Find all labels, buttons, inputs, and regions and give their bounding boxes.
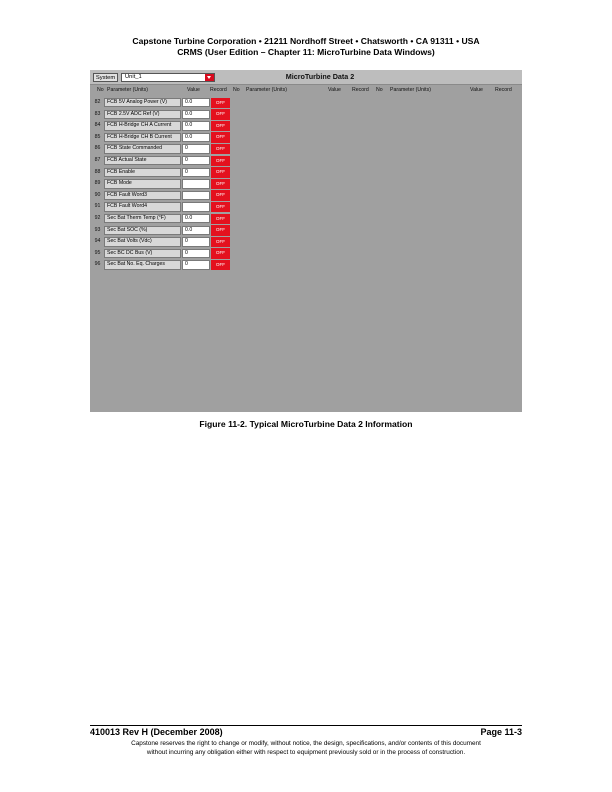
row-number: 83 [94, 110, 101, 117]
value-field: 0.0 [182, 110, 210, 119]
value-field [182, 202, 210, 211]
parameter-label: FCB Fault Word4 [104, 202, 181, 211]
value-field: 0 [182, 168, 210, 177]
page-header [0, 36, 612, 58]
row-number: 94 [94, 238, 101, 245]
record-toggle-button[interactable]: OFF [211, 144, 230, 155]
record-toggle-button[interactable]: OFF [211, 237, 230, 248]
page-number: Page 11-3 [480, 727, 522, 737]
figure-caption: Figure 11-2. Typical MicroTurbine Data 2 Information [199, 419, 413, 429]
value-field: 0.0 [182, 98, 210, 107]
parameter-label: FCB 5V Analog Power (V) [104, 98, 181, 107]
table-row [90, 178, 522, 190]
window-toolbar [90, 70, 522, 85]
parameter-label: FCB Mode [104, 179, 181, 188]
parameter-label: FCB Actual State [104, 156, 181, 165]
record-toggle-button[interactable]: OFF [211, 156, 230, 167]
header-chapter-line: CRMS (User Edition – Chapter 11: MicroTurbine Data Windows) [177, 47, 435, 57]
col-header-value-1: Value [187, 87, 200, 93]
parameter-label: FCB 2.5V ADC Ref (V) [104, 110, 181, 119]
table-row [90, 248, 522, 260]
unit-select[interactable] [121, 73, 215, 82]
row-number: 85 [94, 133, 101, 140]
value-field: 0 [182, 156, 210, 165]
record-toggle-button[interactable]: OFF [211, 121, 230, 132]
parameter-label: Sec Bat Volts (Vdc) [104, 237, 181, 246]
value-field: 0 [182, 237, 210, 246]
col-header-param-3: Parameter (Units) [390, 87, 431, 93]
microturbine-data-2-window [90, 70, 522, 412]
value-field: 0.0 [182, 133, 210, 142]
col-header-param-2: Parameter (Units) [246, 87, 287, 93]
parameter-label: FCB Enable [104, 168, 181, 177]
table-row [90, 167, 522, 179]
col-header-no-3: No [376, 87, 383, 93]
value-field [182, 191, 210, 200]
table-row [90, 155, 522, 167]
parameter-label: Sec Bat No. Eq. Charges [104, 260, 181, 269]
document-revision: 410013 Rev H (December 2008) [90, 727, 223, 737]
row-number: 92 [94, 215, 101, 221]
table-row [90, 97, 522, 109]
parameter-label: Sec Bat SOC (%) [104, 226, 181, 235]
row-number: 95 [94, 249, 101, 256]
value-field: 0 [182, 260, 210, 269]
footer-divider [90, 725, 522, 726]
record-toggle-button[interactable]: OFF [211, 260, 230, 271]
record-toggle-button[interactable]: OFF [211, 109, 230, 120]
row-number: 96 [94, 261, 101, 268]
value-field: 0.0 [182, 121, 210, 130]
value-field: 0 [182, 249, 210, 258]
table-row [90, 190, 522, 202]
row-number: 89 [94, 180, 101, 187]
row-number: 87 [94, 157, 101, 163]
parameter-label: Sec Bat Therm Temp (°F) [104, 214, 181, 223]
record-toggle-button[interactable]: OFF [211, 214, 230, 225]
record-toggle-button[interactable]: OFF [211, 225, 230, 236]
row-number: 90 [94, 191, 101, 198]
table-row [90, 132, 522, 144]
col-header-record-1: Record [210, 87, 227, 93]
value-field: 0.0 [182, 226, 210, 235]
row-number: 82 [94, 99, 101, 105]
parameter-label: FCB State Commanded [104, 144, 181, 153]
row-number: 84 [94, 122, 101, 129]
record-toggle-button[interactable]: OFF [211, 190, 230, 201]
col-header-record-3: Record [495, 87, 512, 93]
footer-disclaimer [0, 739, 612, 757]
parameter-label: Sec BC DC Bus (V) [104, 249, 181, 258]
record-toggle-button[interactable]: OFF [211, 132, 230, 143]
table-row [90, 143, 522, 155]
header-company-line: Capstone Turbine Corporation • 21211 Nordhoff Street • Chatsworth • CA 91311 • USA [132, 36, 480, 46]
col-header-param-1: Parameter (Units) [107, 87, 148, 93]
table-row [90, 201, 522, 213]
disclaimer-line-1: Capstone reserves the right to change or modify, without notice, the design, specifications, and/or contents of this document [131, 740, 481, 747]
value-field [182, 179, 210, 188]
row-number: 91 [94, 203, 101, 210]
dropdown-arrow-icon[interactable] [205, 74, 214, 81]
table-row [90, 109, 522, 121]
value-field: 0.0 [182, 214, 210, 223]
parameter-label: FCB H-Bridge CH B Current [104, 133, 181, 142]
table-row [90, 225, 522, 237]
col-header-value-2: Value [328, 87, 341, 93]
col-header-no-1: No [97, 87, 104, 93]
table-row [90, 213, 522, 225]
system-button[interactable]: System [93, 73, 118, 82]
record-toggle-button[interactable]: OFF [211, 248, 230, 259]
disclaimer-line-2: without incurring any obligation either with respect to equipment previously sold or in the process of construction. [146, 749, 466, 756]
record-toggle-button[interactable]: OFF [211, 202, 230, 213]
parameter-label: FCB Fault Word3 [104, 191, 181, 200]
value-field: 0 [182, 144, 210, 153]
window-title: MicroTurbine Data 2 [285, 72, 355, 81]
row-number: 88 [94, 168, 101, 175]
record-toggle-button[interactable]: OFF [211, 179, 230, 190]
record-toggle-button[interactable]: OFF [211, 98, 230, 109]
col-header-value-3: Value [470, 87, 483, 93]
table-row [90, 120, 522, 132]
parameter-label: FCB H-Bridge CH A Current [104, 121, 181, 130]
row-number: 93 [94, 226, 101, 233]
table-row [90, 259, 522, 271]
row-number: 86 [94, 145, 101, 152]
col-header-no-2: No [233, 87, 240, 93]
table-row [90, 236, 522, 248]
record-toggle-button[interactable]: OFF [211, 167, 230, 178]
unit-select-value: Unit_1 [125, 74, 142, 80]
col-header-record-2: Record [352, 87, 369, 93]
